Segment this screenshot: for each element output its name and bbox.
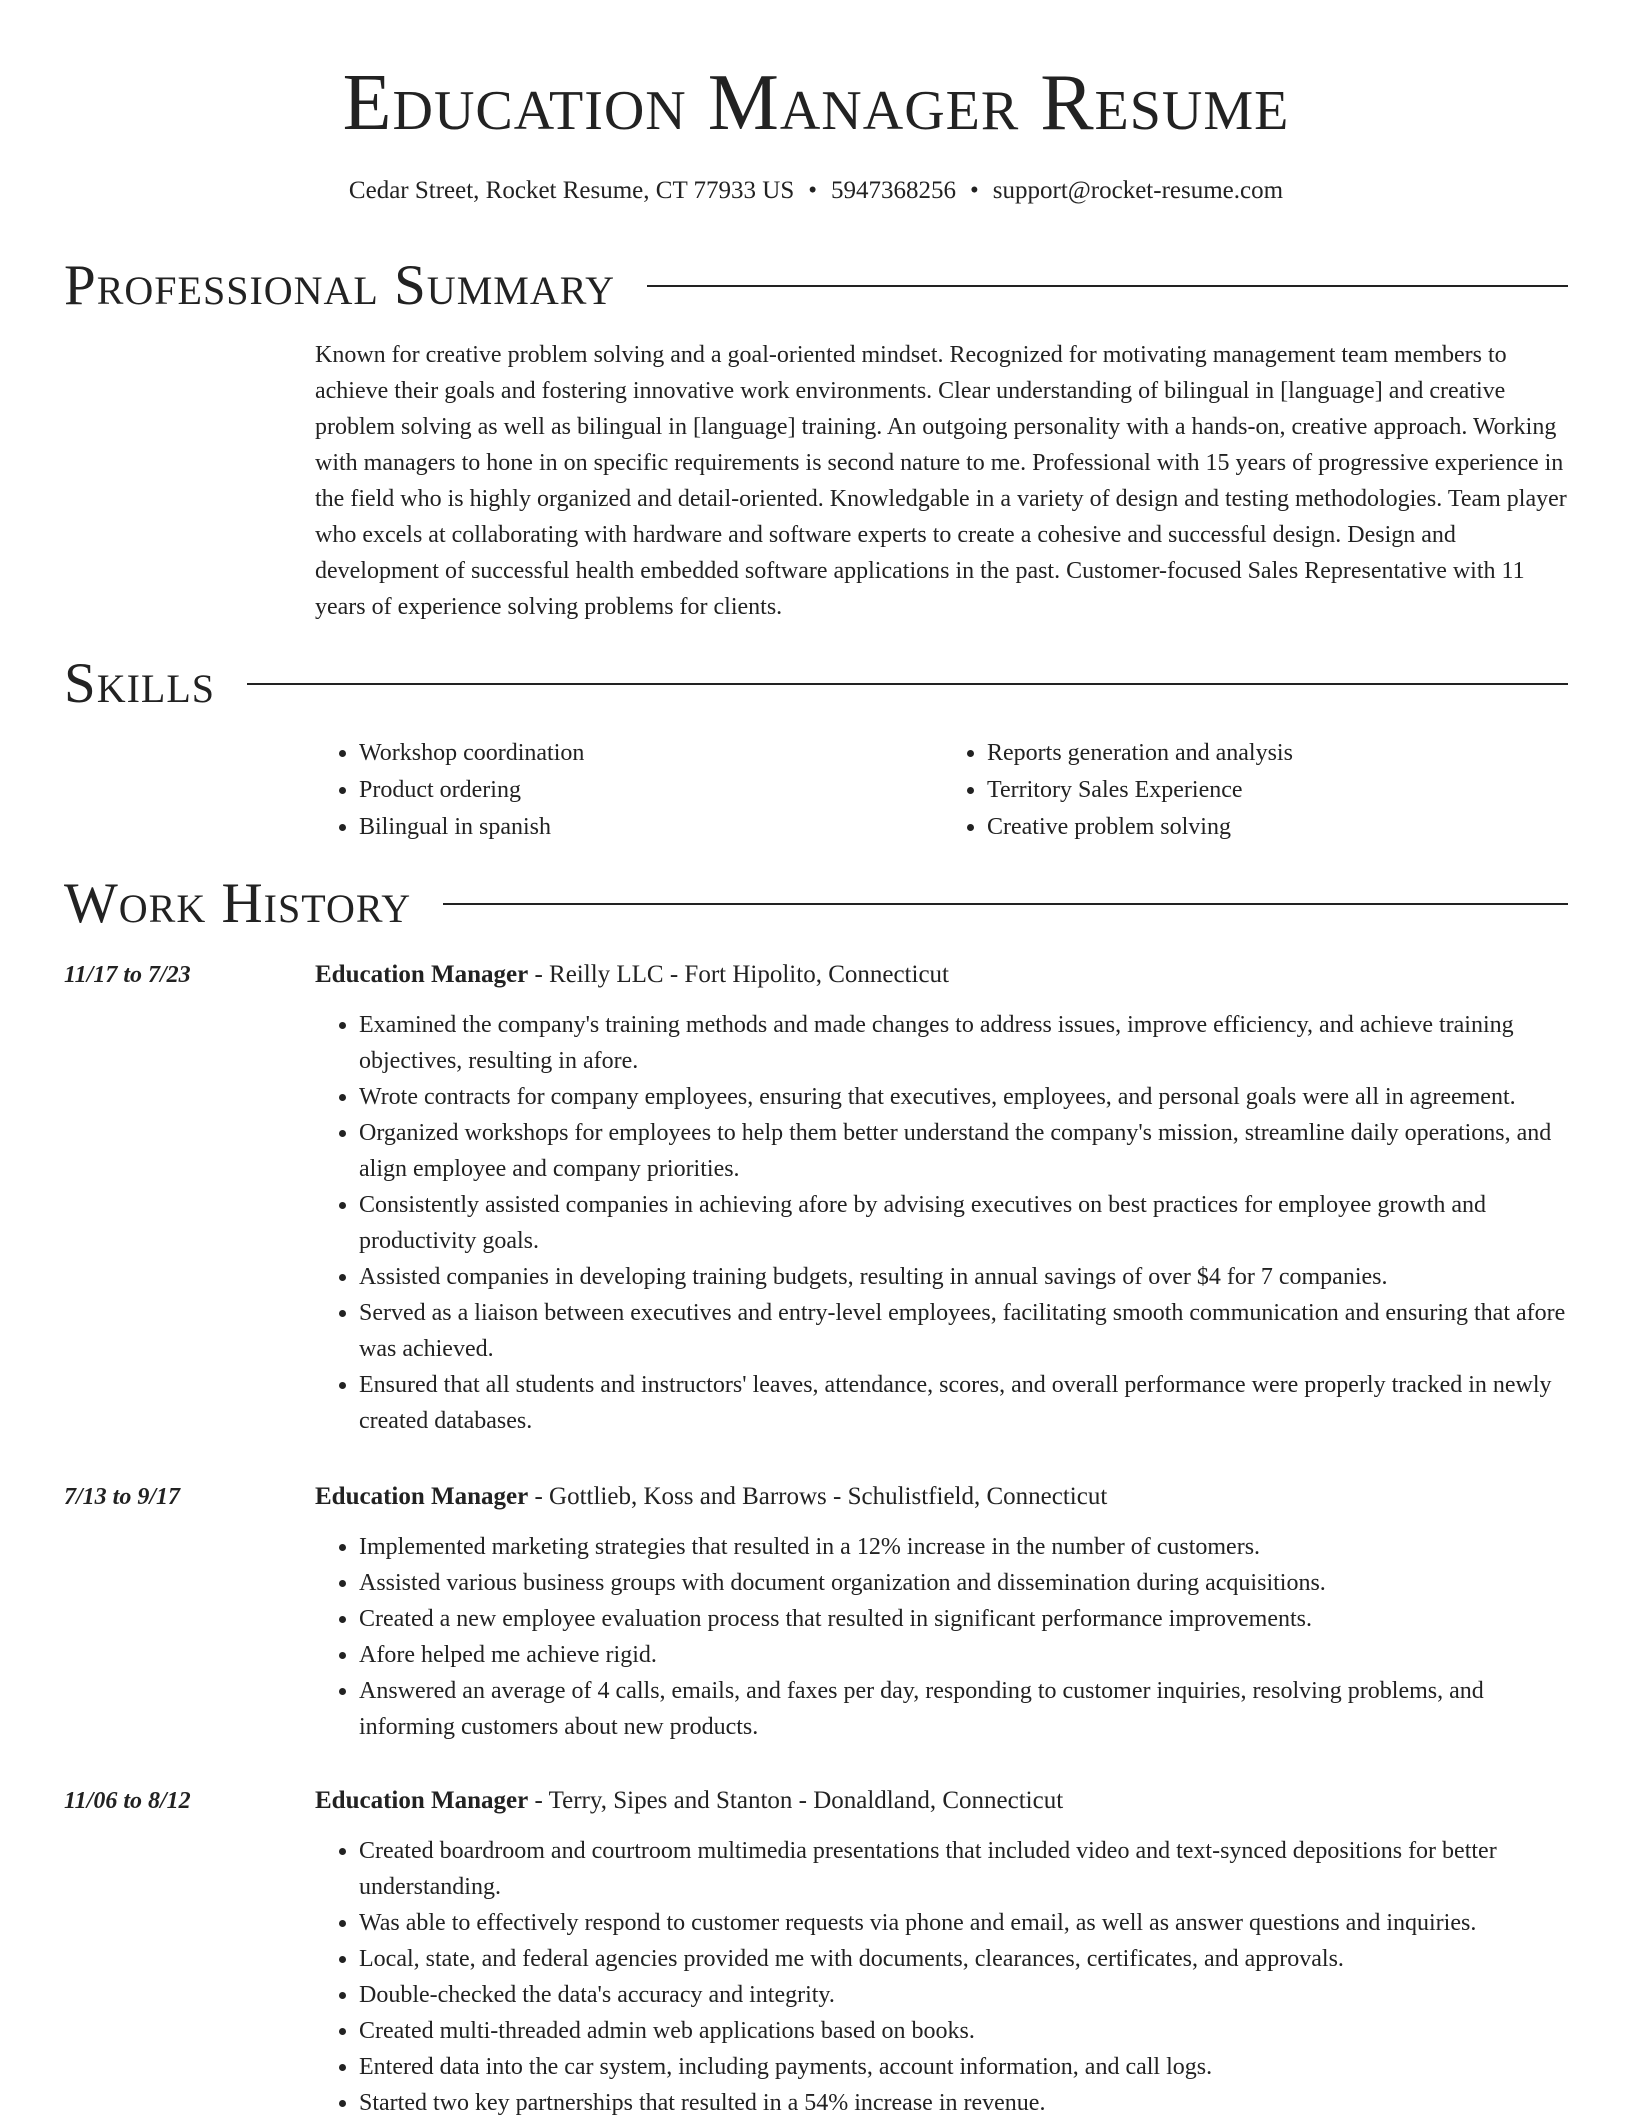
contact-address: Cedar Street, Rocket Resume, CT 77933 US [348, 177, 795, 204]
contact-separator: • [970, 177, 979, 204]
contact-separator: • [808, 177, 817, 204]
job-heading [315, 1783, 1063, 1819]
job-bullet: • Answered an average of 4 calls, emails, and faxes per day, responding to customer inquiries, resolving problems, and informing customers about new products. [359, 1673, 1568, 1745]
job-heading [315, 957, 949, 993]
job-bullet: • Created multi-threaded admin web applications based on books. [359, 2013, 1568, 2049]
section-divider [443, 903, 1568, 905]
job-bullets [315, 1833, 1568, 2121]
job-bullet: • Consistently assisted companies in achieving afore by advising executives on best practices for employee growth and productivity goals. [359, 1187, 1568, 1259]
work-section-heading [64, 872, 1568, 936]
summary-heading: Professional Summary [64, 254, 616, 317]
skills-column-left [315, 735, 943, 846]
job-bullet: • Created a new employee evaluation process that resulted in significant performance improvements. [359, 1601, 1568, 1637]
skills-list [315, 735, 1571, 846]
job-dates: 11/17 to 7/23 [64, 962, 191, 988]
job-bullet: • Was able to effectively respond to customer requests via phone and email, as well as answer questions and inquiries. [359, 1905, 1568, 1941]
job-bullet: • Entered data into the car system, including payments, account information, and call logs. [359, 2049, 1568, 2085]
job-bullet: • Examined the company's training methods and made changes to address issues, improve efficiency, and achieve training objectives, resulting in afore. [359, 1007, 1568, 1079]
skills-column-right [943, 735, 1571, 846]
contact-email[interactable]: support@rocket-resume.com [992, 177, 1284, 204]
job-company: - Terry, Sipes and Stanton - Donaldland, Connecticut [528, 1787, 1064, 1814]
skills-section-heading [64, 652, 1568, 716]
job-bullet: • Local, state, and federal agencies provided me with documents, clearances, certificates, and approvals. [359, 1941, 1568, 1977]
job-bullet: • Created boardroom and courtroom multimedia presentations that included video and text-synced depositions for better understanding. [359, 1833, 1568, 1905]
job-company: - Reilly LLC - Fort Hipolito, Connecticut [528, 961, 949, 988]
resume-title: Education Manager Resume [342, 59, 1290, 147]
job-bullet: • Organized workshops for employees to help them better understand the company's mission, streamline daily operations, and align employee and company priorities. [359, 1115, 1568, 1187]
section-divider [247, 683, 1568, 685]
job-bullet: • Started two key partnerships that resulted in a 54% increase in revenue. [359, 2085, 1568, 2121]
job-bullet: • Ensured that all students and instructors' leaves, attendance, scores, and overall performance were properly tracked in newly created databases. [359, 1367, 1568, 1439]
job-bullets [315, 1529, 1568, 1745]
summary-section-heading [64, 254, 1568, 318]
skill-item: • Creative problem solving [987, 809, 1571, 846]
summary-text: Known for creative problem solving and a goal-oriented mindset. Recognized for motivating management team members to achieve their goals and fostering innovative work environments. Clear understanding of bilingual in [language] and creative problem solving as well as bilingual in [language] training. An outgoing personality with a hands-on, creative approach. Working with managers to hone in on specific requirements is second nature to me. Professional with 15 years of progressive experience in the field who is highly organized and detail-oriented. Knowledgable in a variety of design and testing methodologies. Team player who excels at collaborating with hardware and software experts to create a cohesive and successful design. Design and development of successful health embedded software applications in the past. Customer-focused Sales Representative with 11 years of experience solving problems for clients. [315, 342, 1567, 620]
job-bullet: • Implemented marketing strategies that resulted in a 12% increase in the number of customers. [359, 1529, 1568, 1565]
skill-item: • Reports generation and analysis [987, 735, 1571, 772]
skill-item: • Territory Sales Experience [987, 772, 1571, 809]
contact-line [0, 176, 1632, 206]
job-title: Education Manager [315, 1787, 529, 1814]
work-heading: Work History [64, 872, 412, 935]
job-bullets [315, 1007, 1568, 1439]
job-dates: 11/06 to 8/12 [64, 1788, 191, 1814]
job-bullet: • Assisted various business groups with document organization and dissemination during acquisitions. [359, 1565, 1568, 1601]
job-dates: 7/13 to 9/17 [64, 1484, 181, 1510]
job-heading [315, 1479, 1107, 1515]
job-title: Education Manager [315, 961, 529, 988]
job-title: Education Manager [315, 1483, 529, 1510]
job-bullet: • Afore helped me achieve rigid. [359, 1637, 1568, 1673]
skill-item: • Workshop coordination [359, 735, 943, 772]
job-bullet: • Double-checked the data's accuracy and integrity. [359, 1977, 1568, 2013]
job-bullet: • Served as a liaison between executives and entry-level employees, facilitating smooth communication and ensuring that afore was achieved. [359, 1295, 1568, 1367]
job-bullet: • Assisted companies in developing training budgets, resulting in annual savings of over $4 for 7 companies. [359, 1259, 1568, 1295]
skills-heading: Skills [64, 652, 216, 715]
job-bullet: • Wrote contracts for company employees, ensuring that executives, employees, and personal goals were all in agreement. [359, 1079, 1568, 1115]
skill-item: • Bilingual in spanish [359, 809, 943, 846]
section-divider [647, 285, 1568, 287]
skill-item: • Product ordering [359, 772, 943, 809]
job-company: - Gottlieb, Koss and Barrows - Schulistfield, Connecticut [528, 1483, 1108, 1510]
contact-phone: 5947368256 [831, 177, 956, 204]
